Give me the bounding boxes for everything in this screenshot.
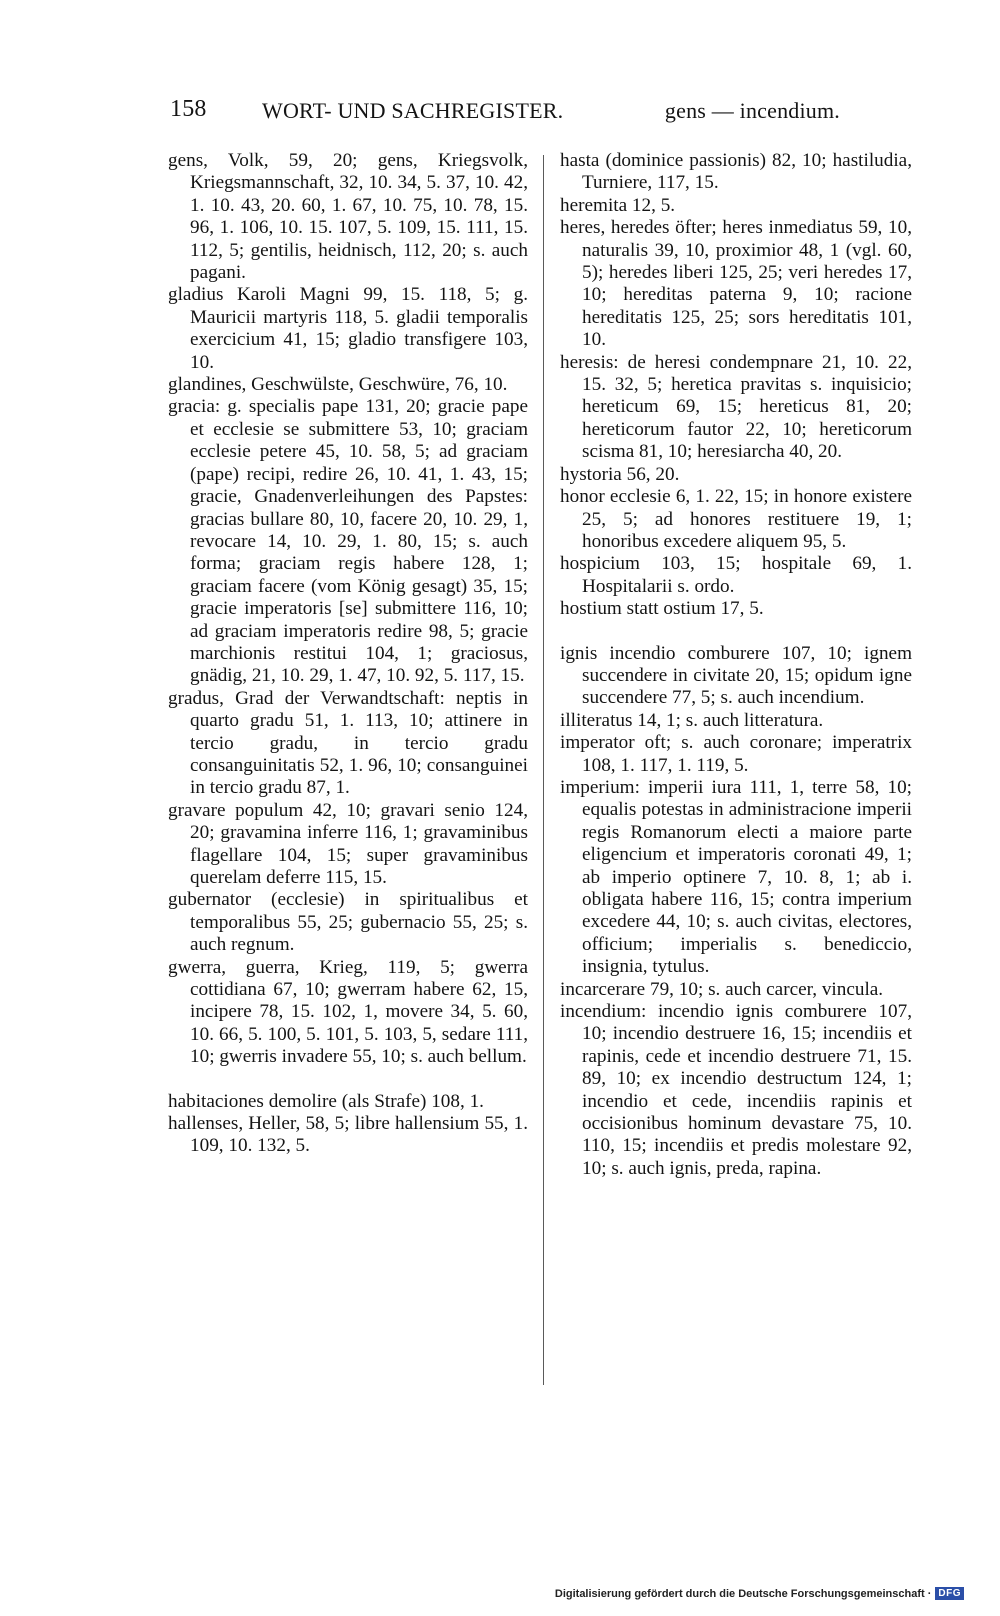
index-entry: gravare populum 42, 10; gravari senio 124, 20; gravamina inferre 116, 1; gravaminibus flagellare 104, 15; super gravaminibus querelam deferre 115, 15.	[168, 799, 528, 888]
index-entry: gracia: g. specialis pape 131, 20; gracie pape et ecclesie se submittere 53, 10; graciam ecclesie petere 45, 10. 58, 5; ad graciam (pape) recipi, redire 26, 10. 41, 1. 43, 15; gracie, Gnadenverleihungen des Papstes: gracias bullare 80, 10, facere 20, 10. 29, 1, revocare 14, 10. 29, 1. 80, 15; s. auch forma; graciam regis habere 128, 1; graciam facere (vom König gesagt) 35, 15; gracie imperatoris [se] submittere 116, 10; ad graciam imperatoris redire 98, 5; gracie marchionis restitui 104, 1; graciosus, gnädig, 21, 10. 29, 1. 47, 10. 92, 5. 117, 15.	[168, 396, 528, 687]
index-entry: imperium: imperii iura 111, 1, terre 58, 10; equalis potestas in administracione imperii regis Romanorum electi a maiore parte eligencium et imperatoris coronati 49, 1; ab imperio optinere 7, 10. 8, 1; ab i. obligata habere 116, 15; contra imperium excedere 44, 10; s. auch civitas, electores, officium; imperialis s. benediccio, insignia, tytulus.	[560, 776, 912, 978]
entry-range: gens — incendium.	[664, 98, 840, 123]
index-entry: hostium statt ostium 17, 5.	[560, 598, 764, 620]
column-divider	[543, 155, 544, 1385]
credit-text: Digitalisierung gefördert durch die Deutsche Forschungsgemeinschaft ·	[554, 1587, 932, 1600]
index-entry: hasta (dominice passionis) 82, 10; hastiludia, Turniere, 117, 15.	[560, 150, 912, 194]
page-number: 158	[170, 96, 207, 122]
index-entry: illiteratus 14, 1; s. auch litteratura.	[560, 709, 824, 731]
left-column	[168, 150, 528, 1158]
dfg-logo-icon: DFG	[935, 1587, 964, 1600]
index-entry: hospicium 103, 15; hospitale 69, 1. Hospitalarii s. ordo.	[560, 553, 912, 597]
index-entry: incarcerare 79, 10; s. auch carcer, vincula.	[560, 978, 884, 1000]
index-entry: habitaciones demolire (als Strafe) 108, 1.	[168, 1090, 484, 1112]
index-entry: gladius Karoli Magni 99, 15. 118, 5; g. Mauricii martyris 118, 5. gladii temporalis exercicium 41, 15; gladio transfigere 103, 10.	[168, 284, 528, 373]
right-column	[560, 150, 912, 1180]
letter-gap	[168, 1069, 528, 1091]
index-entry: imperator oft; s. auch coronare; imperatrix 108, 1. 117, 1. 119, 5.	[560, 732, 912, 776]
index-entry: heresis: de heresi condempnare 21, 10. 22, 15. 32, 5; heretica pravitas s. inquisicio; hereticum 69, 15; hereticus 81, 20; hereticorum fautor 22, 10; hereticorum scisma 81, 10; heresiarcha 40, 20.	[560, 351, 912, 463]
page-header	[170, 96, 840, 130]
index-entry: hystoria 56, 20.	[560, 463, 680, 485]
index-entry: incendium: incendio ignis comburere 107, 10; incendio destruere 16, 15; incendiis et rapinis, cede et incendio destruere 71, 15. 89, 10; ex incendio destructum 124, 1; incendio et cede, incendiis rapinis et occisionibus hominum devastare 75, 10. 110, 15; incendiis et predis molestare 92, 10; s. auch ignis, preda, rapina.	[560, 1001, 912, 1179]
index-entry: heres, heredes öfter; heres inmediatus 59, 10, naturalis 39, 10, proximior 48, 1 (vgl. 60, 5); heredes liberi 125, 25; veri heredes 17, 10; hereditas paterna 9, 10; racione hereditatis 125, 25; sors hereditatis 101, 10.	[560, 217, 912, 351]
index-entry: ignis incendio comburere 107, 10; ignem succendere in civitate 20, 15; opidum igne succendere 77, 5; s. auch incendium.	[560, 642, 912, 709]
index-entry: gwerra, guerra, Krieg, 119, 5; gwerra cottidiana 67, 10; gwerram habere 62, 15, incipere 78, 15. 102, 1, movere 34, 5. 60, 10. 66, 5. 100, 5. 101, 5. 103, 5, sedare 111, 10; gwerris invadere 55, 10; s. auch bellum.	[168, 956, 528, 1068]
index-entry: honor ecclesie 6, 1. 22, 15; in honore existere 25, 5; ad honores restituere 19, 1; honoribus excedere aliquem 95, 5.	[560, 486, 912, 552]
index-entry: heremita 12, 5.	[560, 194, 676, 216]
digitization-credit	[555, 1587, 964, 1600]
index-entry: gubernator (ecclesie) in spiritualibus et temporalibus 55, 25; gubernacio 55, 25; s. auch regnum.	[168, 889, 528, 956]
page-title: WORT- UND SACHREGISTER.	[262, 98, 564, 123]
index-entry: glandines, Geschwülste, Geschwüre, 76, 10.	[168, 374, 508, 396]
index-entry: gradus, Grad der Verwandtschaft: neptis in quarto gradu 51, 1. 113, 10; attinere in tercio gradu, in tercio gradu consanguinitatis 52, 1. 96, 10; consanguinei in tercio gradu 87, 1.	[168, 687, 528, 799]
index-entry: gens, Volk, 59, 20; gens, Kriegsvolk, Kriegsmannschaft, 32, 10. 34, 5. 37, 10. 42, 1. 10. 43, 20. 60, 1. 67, 10. 75, 10. 78, 15. 96, 1. 106, 10. 15. 107, 5. 109, 15. 111, 15. 112, 5; gentilis, heidnisch, 112, 20; s. auch pagani.	[168, 150, 528, 284]
index-entry: hallenses, Heller, 58, 5; libre hallensium 55, 1. 109, 10. 132, 5.	[168, 1113, 528, 1157]
letter-gap	[560, 621, 912, 643]
